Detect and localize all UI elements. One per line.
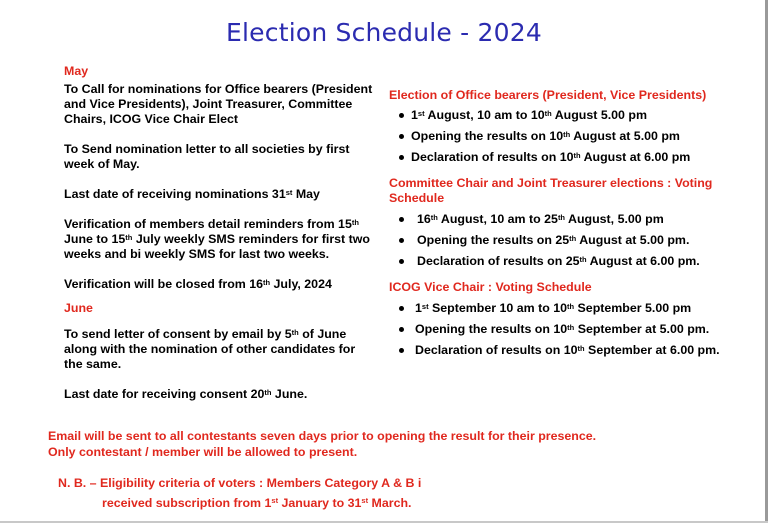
list-item xyxy=(389,343,759,358)
text: Last date for receiving consent 20 xyxy=(64,387,265,401)
text: Opening the results on 25 xyxy=(417,233,570,247)
may-paragraph-3 xyxy=(64,187,374,202)
text: August at 6.00 pm. xyxy=(586,254,700,268)
superscript: th xyxy=(567,323,575,332)
may-paragraph-2: To Send nomination letter to all societies by first week of May. xyxy=(64,142,350,171)
list-item xyxy=(389,233,759,248)
superscript: th xyxy=(291,328,299,337)
may-paragraph-5 xyxy=(64,277,374,292)
superscript: th xyxy=(563,130,571,139)
text: August, 10 am to 10 xyxy=(424,108,545,122)
eligibility-note xyxy=(58,473,421,513)
email-notice xyxy=(48,428,596,460)
superscript: th xyxy=(567,302,575,311)
email-notice-line-2: Only contestant / member will be allowed to present. xyxy=(48,445,358,459)
text: January to 31 xyxy=(278,496,362,510)
text: September at 5.00 pm. xyxy=(574,322,710,336)
superscript: st xyxy=(421,302,429,311)
email-notice-line-1: Email will be sent to all contestants seven days prior to opening the result for their presence. xyxy=(48,429,597,443)
list-item xyxy=(389,254,759,269)
text: August, 10 am to 25 xyxy=(437,212,558,226)
list-item xyxy=(389,129,759,144)
superscript: th xyxy=(569,234,577,243)
office-bearers-heading: Election of Office bearers (President, Vice Presidents) xyxy=(389,88,707,102)
superscript: th xyxy=(125,233,133,242)
text: August 5.00 pm xyxy=(551,108,647,122)
office-bearers-list xyxy=(389,108,759,165)
list-item xyxy=(389,150,759,165)
text: 1 xyxy=(411,108,418,122)
text: Verification will be closed from 16 xyxy=(64,277,263,291)
superscript: th xyxy=(573,151,581,160)
superscript: st xyxy=(285,188,293,197)
text: Declaration of results on 25 xyxy=(417,254,580,268)
text: Opening the results on 10 xyxy=(411,129,564,143)
superscript: th xyxy=(557,213,566,222)
text: 1 xyxy=(415,301,422,315)
june-paragraph-2 xyxy=(64,387,374,402)
text: Declaration of results on 10 xyxy=(415,343,578,357)
may-paragraph-1: To Call for nominations for Office bearers (President and Vice Presidents), Joint Treasurer, Committee Chairs, ICOG Vice Chair Elect xyxy=(64,82,373,126)
superscript: th xyxy=(544,109,552,118)
text: To send letter of consent by email by 5 xyxy=(64,327,292,341)
list-item xyxy=(389,301,759,316)
text: received subscription from 1 xyxy=(102,496,272,510)
right-column xyxy=(389,88,759,358)
text: July, 2024 xyxy=(270,277,332,291)
icog-heading: ICOG Vice Chair : Voting Schedule xyxy=(389,280,592,294)
committee-list xyxy=(389,212,759,269)
text: August at 5.00 pm. xyxy=(576,233,690,247)
text: Opening the results on 10 xyxy=(415,322,568,336)
text: September 10 am to 10 xyxy=(428,301,567,315)
june-paragraph-1 xyxy=(64,327,374,372)
eligibility-line-1: N. B. – Eligibility criteria of voters : Members Category A & B i xyxy=(58,476,422,490)
list-item xyxy=(389,108,759,123)
text: March. xyxy=(368,496,412,510)
committee-heading: Committee Chair and Joint Treasurer elections : Voting Schedule xyxy=(389,176,713,205)
text: June. xyxy=(271,387,308,401)
superscript: th xyxy=(430,213,438,222)
superscript: th xyxy=(264,388,272,397)
may-paragraph-4 xyxy=(64,217,374,262)
text: August at 5.00 pm xyxy=(570,129,680,143)
page-title: Election Schedule - 2024 xyxy=(226,18,542,47)
text: September 5.00 pm xyxy=(574,301,692,315)
text: August at 6.00 pm xyxy=(580,150,691,164)
icog-list xyxy=(389,301,759,358)
june-heading: June xyxy=(64,301,93,315)
eligibility-line-2 xyxy=(58,493,421,513)
superscript: st xyxy=(417,109,425,118)
text: Declaration of results on 10 xyxy=(411,150,574,164)
text: 16 xyxy=(417,212,431,226)
may-heading: May xyxy=(64,64,89,78)
text: June to 15 xyxy=(64,232,126,246)
text: May xyxy=(292,187,320,201)
superscript: st xyxy=(361,496,369,505)
text: Verification of members detail reminders from 15 xyxy=(64,217,352,231)
text: Last date of receiving nominations 31 xyxy=(64,187,286,201)
text: August, 5.00 pm xyxy=(565,212,664,226)
superscript: th xyxy=(577,344,585,353)
list-item xyxy=(389,322,759,337)
text: of June along with the nomination of other candidates for the same. xyxy=(64,327,356,371)
superscript: st xyxy=(271,496,279,505)
superscript: th xyxy=(579,255,587,264)
left-column xyxy=(64,64,374,402)
superscript: th xyxy=(263,278,271,287)
list-item xyxy=(389,212,759,227)
text: September at 6.00 pm. xyxy=(584,343,720,357)
superscript: th xyxy=(351,218,359,227)
text: July weekly SMS reminders for first two weeks and bi weekly SMS for last two weeks. xyxy=(64,232,370,261)
